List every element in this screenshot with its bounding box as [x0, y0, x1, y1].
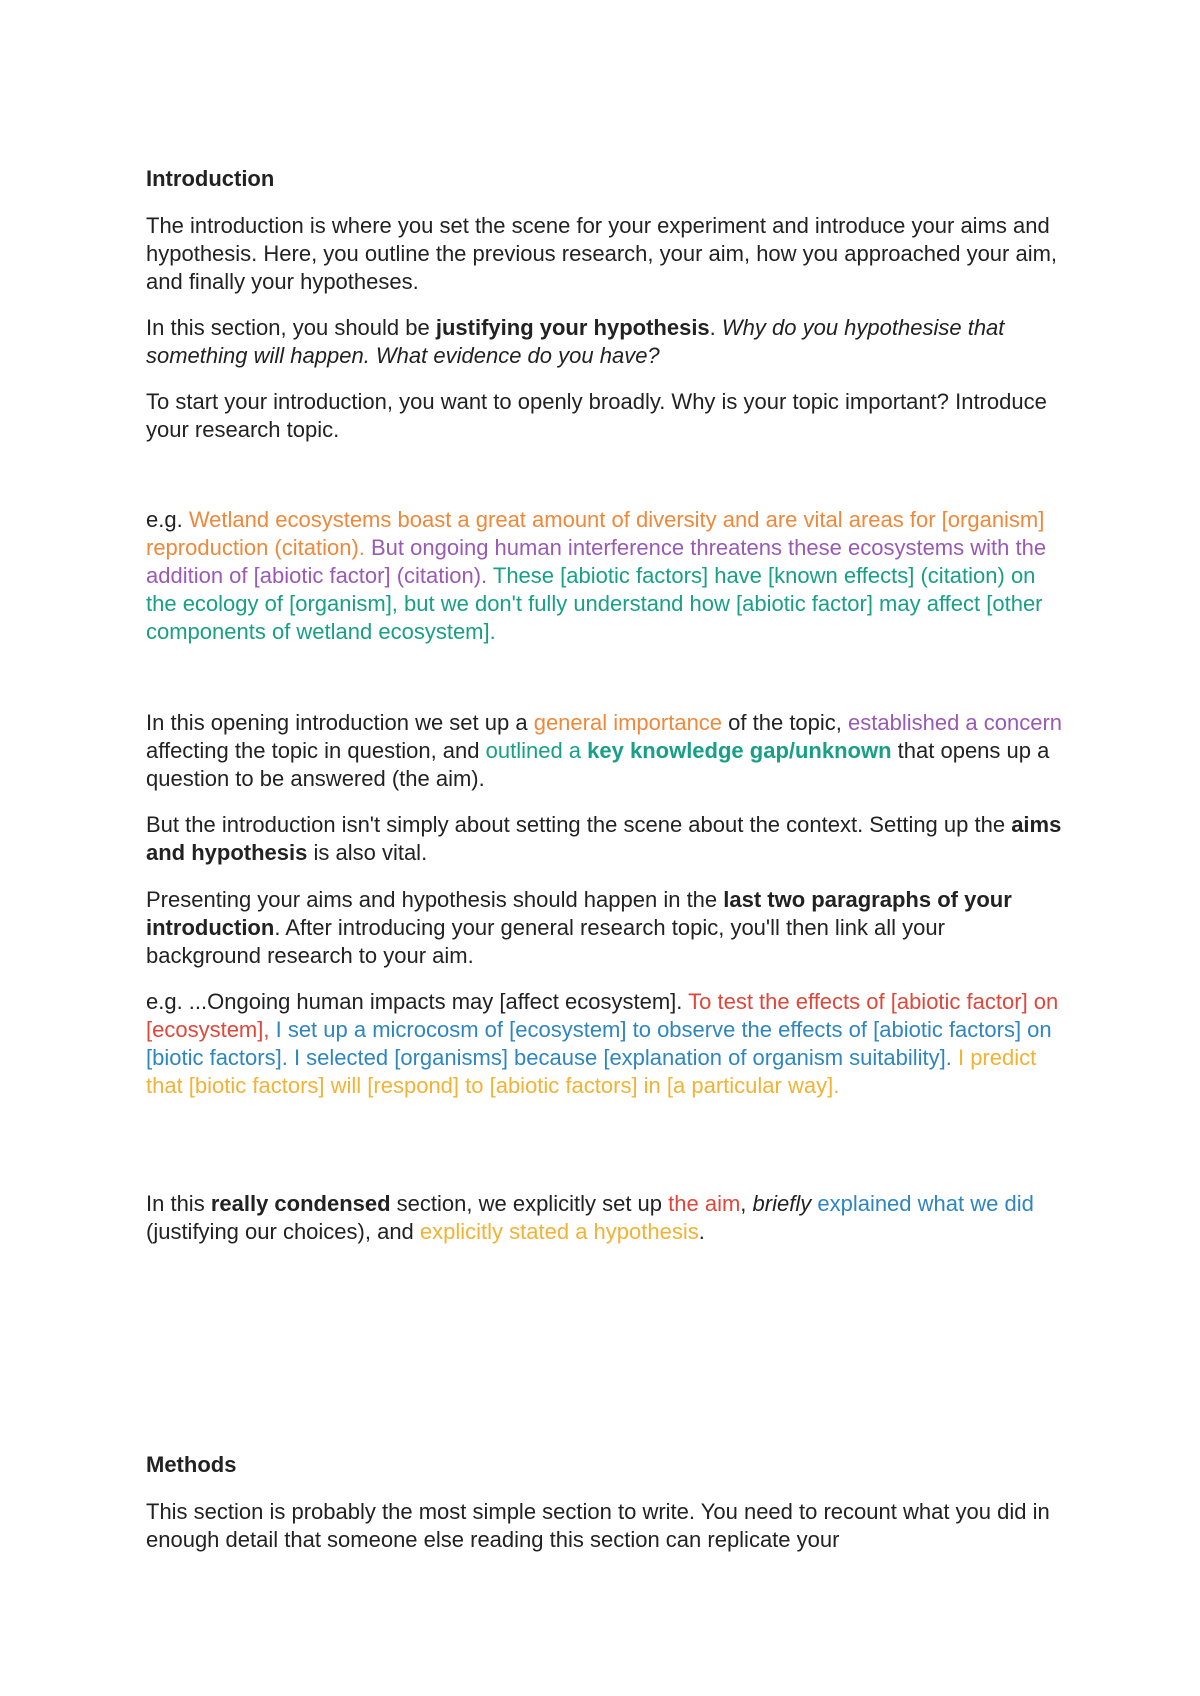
text-span: In this opening introduction we set up a	[146, 710, 534, 735]
text-span: Presenting your aims and hypothesis should happen in the	[146, 887, 724, 912]
text-span: . After introducing your general research topic, you'll then link all your background research to your aim.	[146, 915, 945, 968]
intro-paragraph-3: To start your introduction, you want to openly broadly. Why is your topic important? Introduce your research topic.	[146, 389, 1047, 442]
example-paragraph-1	[146, 506, 1066, 646]
text-span: of the topic,	[722, 710, 849, 735]
bold-text: aims and hypothesis	[146, 812, 1062, 865]
intro-paragraph-5	[146, 811, 1066, 867]
red-text: To test the effects of [abiotic factor] on [ecosystem],	[146, 989, 1059, 1042]
italic-text: briefly	[752, 1191, 812, 1216]
intro-paragraph-6	[146, 886, 1066, 970]
blue-text: explained what we did	[817, 1191, 1034, 1216]
text-span: e.g. ...Ongoing human impacts may [affect ecosystem].	[146, 989, 689, 1014]
intro-paragraph-4	[146, 709, 1066, 793]
yellow-text: I predict that [biotic factors] will [respond] to [abiotic factors] in [a particular way].	[146, 1045, 1037, 1098]
orange-text: Wetland ecosystems boast a great amount of diversity and are vital areas for [organism] reproduction (citation).	[146, 507, 1045, 560]
text-span: .	[698, 1219, 705, 1244]
text-span: In this section, you should be	[146, 315, 436, 340]
teal-text: These [abiotic factors] have [known effects] (citation) on the ecology of [organism], but we don't fully understand how [abiotic factor] may affect [other components of wetland ecosystem].	[146, 563, 1043, 644]
example-paragraph-2	[146, 988, 1066, 1100]
text-span: section, we explicitly set up	[390, 1191, 669, 1216]
bold-text: really condensed	[210, 1191, 391, 1216]
text-span: (justifying our choices), and	[146, 1219, 420, 1244]
teal-text: outlined a	[485, 738, 588, 763]
text-span: that opens up a question to be answered (the aim).	[146, 738, 1050, 791]
purple-text: But ongoing human interference threatens these ecosystems with the addition of [abiotic factor] (citation).	[146, 535, 1047, 588]
red-text: the aim	[668, 1191, 741, 1216]
methods-paragraph-1: This section is probably the most simple section to write. You need to recount what you did in enough detail that someone else reading this section can replicate your	[146, 1499, 1050, 1552]
italic-text: Why do you hypothesise that something will happen. What evidence do you have?	[146, 315, 1005, 368]
text-span: e.g.	[146, 507, 189, 532]
bold-text: last two paragraphs of your introduction	[146, 887, 1012, 940]
text-span: But the introduction isn't simply about setting the scene about the context. Setting up the	[146, 812, 1012, 837]
orange-text: general importance	[533, 710, 723, 735]
text-span: .	[709, 315, 722, 340]
text-span: is also vital.	[307, 840, 428, 865]
introduction-heading: Introduction	[146, 166, 275, 191]
teal-bold-text: key knowledge gap/unknown	[587, 738, 892, 763]
intro-paragraph-1: The introduction is where you set the scene for your experiment and introduce your aims and hypothesis. Here, you outline the previous research, your aim, how you approached your aim, and finally your hypotheses.	[146, 213, 1058, 294]
bold-text: justifying your hypothesis	[435, 315, 710, 340]
blue-text: I set up a microcosm of [ecosystem] to observe the effects of [abiotic factors] on [biotic factors]. I selected [organisms] because [explanation of organism suitability].	[146, 1017, 1052, 1070]
yellow-text: explicitly stated a hypothesis	[419, 1219, 699, 1244]
methods-heading: Methods	[146, 1452, 237, 1477]
intro-paragraph-7	[146, 1190, 1066, 1246]
text-span: In this	[146, 1191, 211, 1216]
purple-text: established a concern	[848, 710, 1063, 735]
text-span: ,	[740, 1191, 753, 1216]
text-span: affecting the topic in question, and	[146, 738, 486, 763]
intro-paragraph-2	[146, 314, 1066, 370]
